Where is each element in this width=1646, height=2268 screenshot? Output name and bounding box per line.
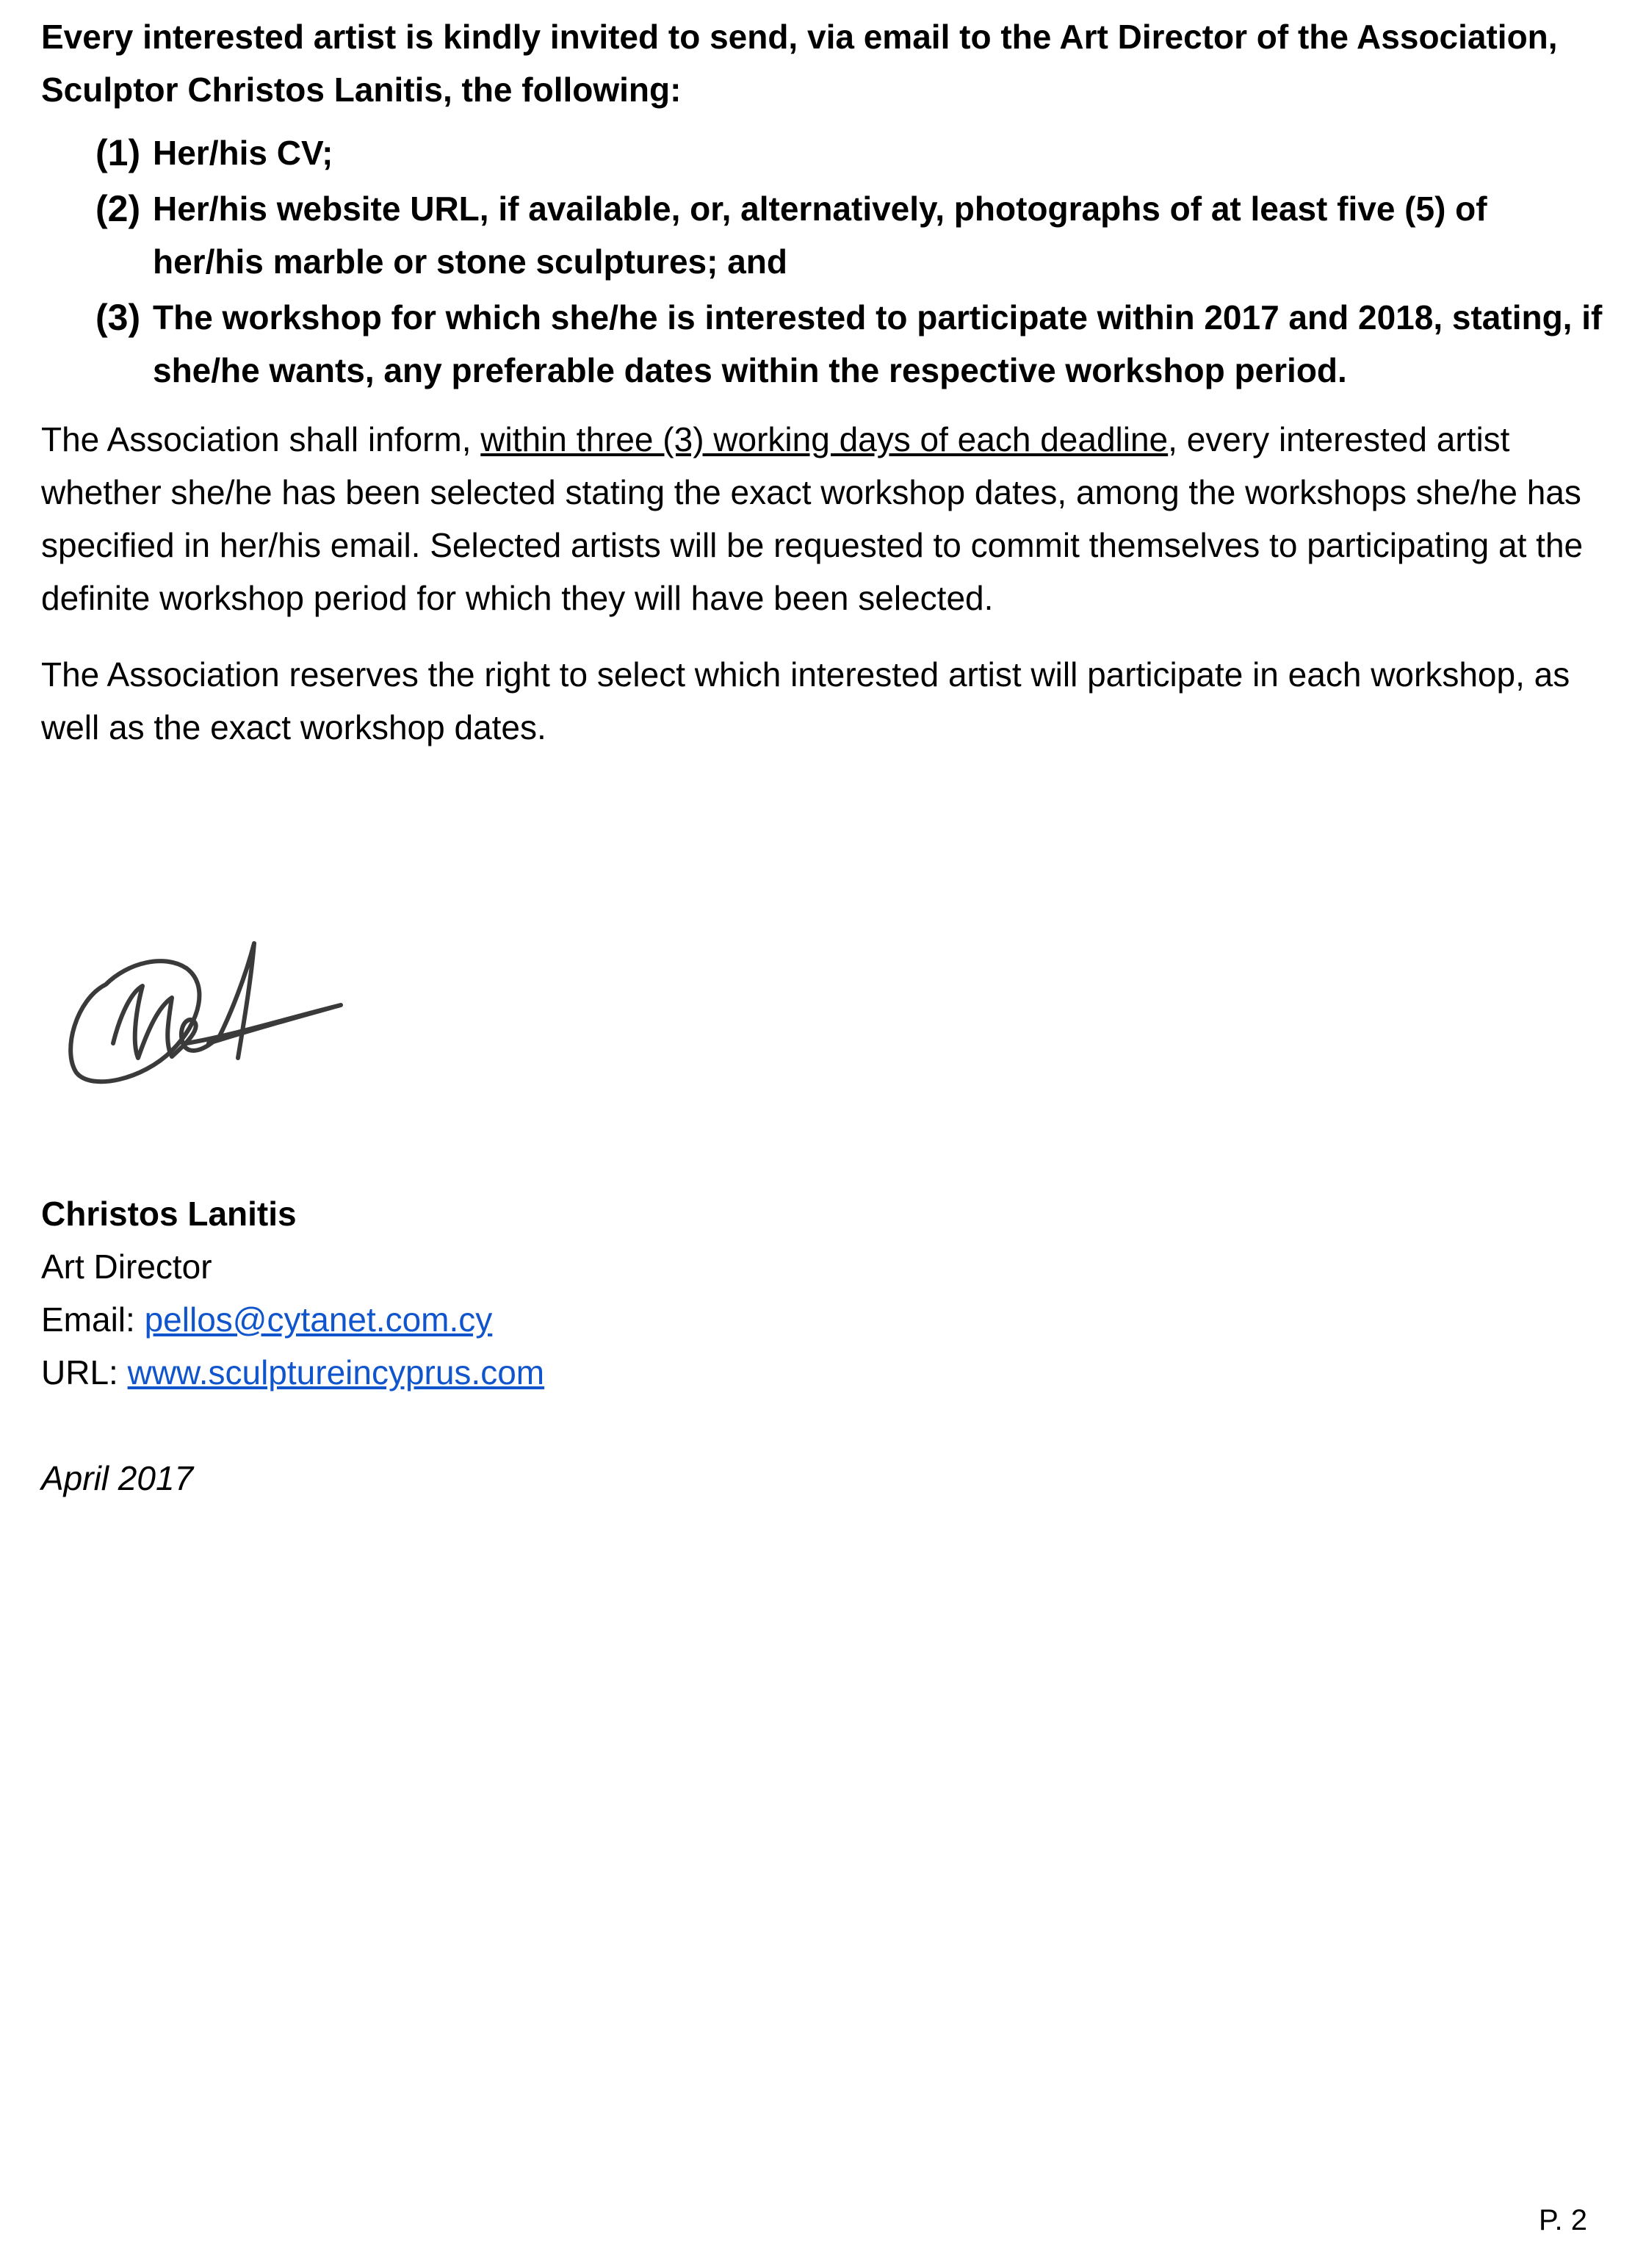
signatory-name: Christos Lanitis <box>41 1195 297 1233</box>
page-number: P. 2 <box>1539 2204 1587 2236</box>
list-item-text: The workshop for which she/he is interested to participate within 2017 and 2018, stating, if she/he wants, any preferable dates within the respective workshop period. <box>153 298 1603 389</box>
url-line <box>41 1346 544 1399</box>
document-page <box>41 10 1606 754</box>
list-item <box>41 291 1606 397</box>
signature-block <box>41 1187 544 1399</box>
deadline-emphasis: within three (3) working days of each deadline <box>480 420 1169 458</box>
signature <box>62 933 355 1095</box>
list-item-number: (2) <box>95 188 141 229</box>
list-item-number: (3) <box>95 297 141 338</box>
selection-notice-paragraph <box>41 413 1606 624</box>
email-line <box>41 1293 544 1346</box>
intro-paragraph: Every interested artist is kindly invited to send, via email to the Art Director of the Association, Sculptor Christos Lanitis, the following: <box>41 18 1558 109</box>
signatory-title: Art Director <box>41 1248 212 1286</box>
email-link[interactable]: pellos@cytanet.com.cy <box>144 1300 493 1339</box>
url-label: URL: <box>41 1353 128 1392</box>
requirements-list <box>41 126 1606 397</box>
list-item-text: Her/his CV; <box>153 134 333 172</box>
website-link[interactable]: www.sculptureincyprus.com <box>127 1353 545 1392</box>
paragraph-text: , every interested artist whether she/he has been selected stating the exact workshop dates, among the workshops she/he has specified in her/his email. Selected artists will be requested to commit themselves to participating at the definite workshop period for which they will have been selected. <box>41 420 1584 617</box>
list-item <box>41 126 1606 179</box>
rights-paragraph: The Association reserves the right to select which interested artist will participate in each workshop, as well as the exact workshop dates. <box>41 655 1570 746</box>
list-item <box>41 182 1606 288</box>
list-item-number: (1) <box>95 132 141 173</box>
paragraph-text: The Association shall inform, <box>41 420 481 458</box>
document-date: April 2017 <box>41 1459 194 1497</box>
email-label: Email: <box>41 1300 145 1339</box>
list-item-text: Her/his website URL, if available, or, alternatively, photographs of at least five (5) of her/his marble or stone sculptures; and <box>153 190 1487 281</box>
